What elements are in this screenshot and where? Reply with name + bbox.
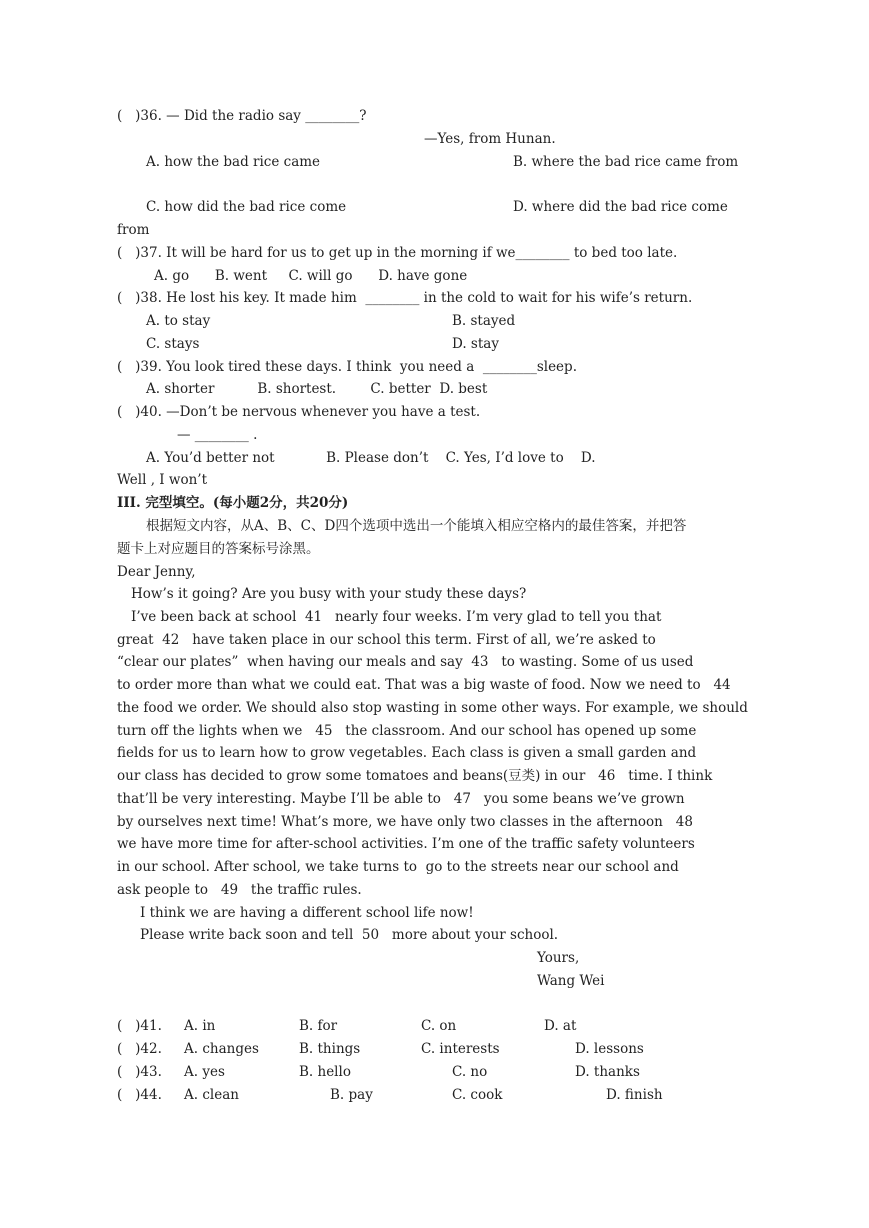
answer-number: ( )41. [117, 1018, 162, 1034]
question-40: ( )40. —Don’t be nervous whenever you have a test. [117, 404, 481, 420]
letter-line: turn off the lights when we 45 the classroom. And our school has opened up some [117, 723, 697, 739]
answer-option-b: B. pay [330, 1087, 373, 1103]
answer-number: ( )43. [117, 1064, 162, 1080]
question-39: ( )39. You look tired these days. I think you need a ________sleep. [117, 359, 577, 375]
answer-option-d: D. lessons [575, 1041, 644, 1057]
options-40: A. You’d better not B. Please don’t C. Yes, I’d love to D. [146, 450, 596, 466]
letter-line: the food we order. We should also stop wasting in some other ways. For example, we should [117, 700, 748, 716]
letter-line: we have more time for after-school activities. I’m one of the traffic safety volunteers [117, 836, 695, 852]
letter-line: I’ve been back at school 41 nearly four weeks. I’m very glad to tell you that [131, 609, 662, 625]
question-36: ( )36. — Did the radio say ________? [117, 108, 367, 124]
options-37: A. go B. went C. will go D. have gone [154, 268, 468, 284]
question-36-response: —Yes, from Hunan. [424, 131, 556, 147]
answer-option-d: D. finish [606, 1087, 663, 1103]
letter-line: ask people to 49 the traffic rules. [117, 882, 362, 898]
letter-line: “clear our plates” when having our meals and say 43 to wasting. Some of us used [117, 654, 694, 670]
option-36-d: D. where did the bad rice come [513, 199, 728, 215]
answer-option-d: D. at [544, 1018, 577, 1034]
letter-line: I think we are having a different school life now! [140, 905, 474, 921]
option-38-b: B. stayed [452, 313, 516, 329]
option-36-d-wrap: from [117, 222, 150, 238]
letter-closing: Yours, [537, 950, 580, 966]
options-40-wrap: Well , I won’t [117, 472, 207, 488]
section-title: III. 完型填空。(每小题2分，共20分) [117, 495, 349, 511]
answer-option-b: B. things [299, 1041, 361, 1057]
letter-line: by ourselves next time! What’s more, we have only two classes in the afternoon 48 [117, 814, 693, 830]
answer-option-a: A. clean [184, 1087, 239, 1103]
section-instruction-2: 题卡上对应题目的答案标号涂黑。 [117, 541, 320, 557]
option-38-d: D. stay [452, 336, 499, 352]
option-36-b: B. where the bad rice came from [513, 154, 739, 170]
answer-option-c: C. on [421, 1018, 457, 1034]
option-38-a: A. to stay [146, 313, 211, 329]
letter-line: that’ll be very interesting. Maybe I’ll be able to 47 you some beans we’ve grown [117, 791, 685, 807]
option-38-c: C. stays [146, 336, 200, 352]
letter-line: great 42 have taken place in our school this term. First of all, we’re asked to [117, 632, 656, 648]
option-36-a: A. how the bad rice came [146, 154, 321, 170]
question-40-response: — ________ . [177, 427, 258, 443]
answer-option-a: A. yes [184, 1064, 225, 1080]
answer-option-c: C. cook [452, 1087, 503, 1103]
question-38: ( )38. He lost his key. It made him ________ in the cold to wait for his wife’s return. [117, 290, 693, 306]
letter-greeting: Dear Jenny, [117, 564, 196, 580]
letter-signature: Wang Wei [537, 973, 605, 989]
letter-line: in our school. After school, we take turns to go to the streets near our school and [117, 859, 679, 875]
answer-option-a: A. in [184, 1018, 216, 1034]
answer-number: ( )42. [117, 1041, 162, 1057]
answer-option-a: A. changes [184, 1041, 259, 1057]
answer-option-c: C. no [452, 1064, 488, 1080]
letter-line: our class has decided to grow some tomatoes and beans(豆类) in our 46 time. I think [117, 768, 713, 784]
letter-line: fields for us to learn how to grow vegetables. Each class is given a small garden and [117, 745, 697, 761]
answer-option-c: C. interests [421, 1041, 500, 1057]
answer-option-d: D. thanks [575, 1064, 640, 1080]
answer-option-b: B. hello [299, 1064, 351, 1080]
answer-option-b: B. for [299, 1018, 338, 1034]
letter-line: Please write back soon and tell 50 more about your school. [140, 927, 559, 943]
letter-line: to order more than what we could eat. That was a big waste of food. Now we need to 44 [117, 677, 731, 693]
question-37: ( )37. It will be hard for us to get up in the morning if we________ to bed too late. [117, 245, 678, 261]
letter-line: How’s it going? Are you busy with your study these days? [131, 586, 527, 602]
answer-number: ( )44. [117, 1087, 162, 1103]
section-instruction-1: 根据短文内容，从A、B、C、D四个选项中选出一个能填入相应空格内的最佳答案，并把答 [146, 518, 687, 534]
options-39: A. shorter B. shortest. C. better D. best [146, 381, 488, 397]
option-36-c: C. how did the bad rice come [146, 199, 347, 215]
